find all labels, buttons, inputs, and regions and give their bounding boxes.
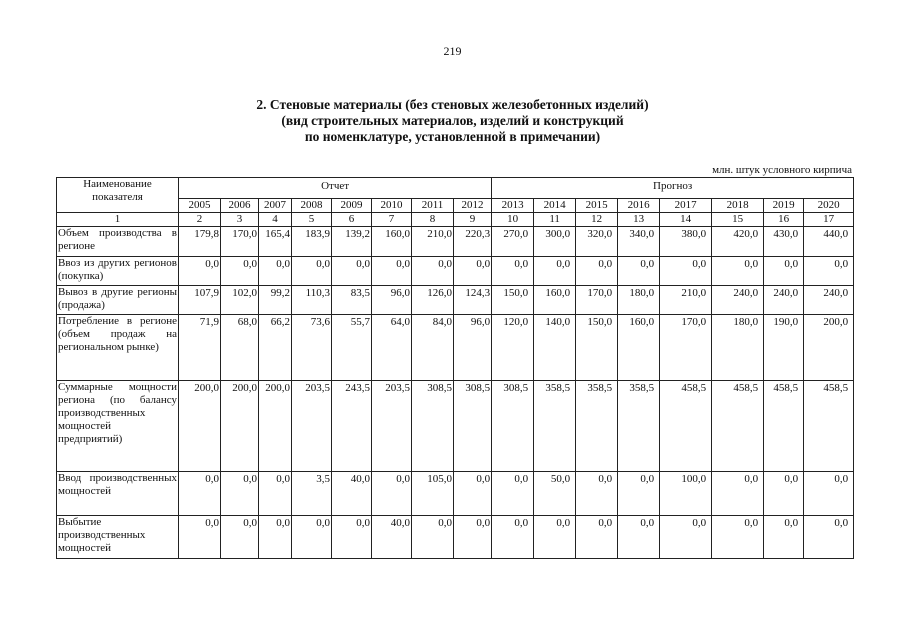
value-cell: 240,0 bbox=[804, 286, 854, 315]
value-cell: 55,7 bbox=[332, 315, 372, 381]
column-number-cell: 9 bbox=[454, 213, 492, 227]
value-cell: 0,0 bbox=[221, 257, 259, 286]
value-cell: 0,0 bbox=[804, 516, 854, 559]
value-cell: 0,0 bbox=[332, 516, 372, 559]
value-cell: 0,0 bbox=[292, 257, 332, 286]
row-label: Суммарные мощности региона (по балансу производственных мощностей предприятий) bbox=[57, 381, 179, 472]
value-cell: 358,5 bbox=[534, 381, 576, 472]
row-label: Ввоз из других регионов (покупка) bbox=[57, 257, 179, 286]
header-year-cell: 2020 bbox=[804, 199, 854, 213]
value-cell: 270,0 bbox=[492, 227, 534, 257]
value-cell: 243,5 bbox=[332, 381, 372, 472]
value-cell: 0,0 bbox=[454, 472, 492, 516]
header-report-group: Отчет bbox=[179, 178, 492, 199]
value-cell: 240,0 bbox=[712, 286, 764, 315]
value-cell: 0,0 bbox=[712, 257, 764, 286]
column-number-cell: 6 bbox=[332, 213, 372, 227]
value-cell: 0,0 bbox=[660, 257, 712, 286]
value-cell: 83,5 bbox=[332, 286, 372, 315]
value-cell: 0,0 bbox=[534, 516, 576, 559]
value-cell: 0,0 bbox=[712, 516, 764, 559]
value-cell: 458,5 bbox=[804, 381, 854, 472]
header-year-cell: 2015 bbox=[576, 199, 618, 213]
value-cell: 380,0 bbox=[660, 227, 712, 257]
table-row bbox=[57, 257, 854, 286]
value-cell: 420,0 bbox=[712, 227, 764, 257]
value-cell: 0,0 bbox=[576, 257, 618, 286]
value-cell: 358,5 bbox=[576, 381, 618, 472]
value-cell: 200,0 bbox=[259, 381, 292, 472]
column-number-cell: 1 bbox=[57, 213, 179, 227]
value-cell: 0,0 bbox=[534, 257, 576, 286]
value-cell: 96,0 bbox=[454, 315, 492, 381]
column-number-cell: 13 bbox=[618, 213, 660, 227]
value-cell: 50,0 bbox=[534, 472, 576, 516]
value-cell: 0,0 bbox=[618, 472, 660, 516]
column-number-cell: 16 bbox=[764, 213, 804, 227]
header-year-cell: 2011 bbox=[412, 199, 454, 213]
value-cell: 0,0 bbox=[332, 257, 372, 286]
value-cell: 210,0 bbox=[660, 286, 712, 315]
value-cell: 0,0 bbox=[804, 472, 854, 516]
value-cell: 358,5 bbox=[618, 381, 660, 472]
value-cell: 320,0 bbox=[576, 227, 618, 257]
header-year-cell: 2006 bbox=[221, 199, 259, 213]
value-cell: 340,0 bbox=[618, 227, 660, 257]
table-row bbox=[57, 315, 854, 381]
value-cell: 0,0 bbox=[660, 516, 712, 559]
column-number-cell: 11 bbox=[534, 213, 576, 227]
value-cell: 140,0 bbox=[534, 315, 576, 381]
value-cell: 0,0 bbox=[492, 472, 534, 516]
value-cell: 84,0 bbox=[412, 315, 454, 381]
value-cell: 124,3 bbox=[454, 286, 492, 315]
value-cell: 0,0 bbox=[221, 472, 259, 516]
value-cell: 0,0 bbox=[492, 516, 534, 559]
value-cell: 0,0 bbox=[259, 257, 292, 286]
table-row bbox=[57, 286, 854, 315]
value-cell: 150,0 bbox=[492, 286, 534, 315]
value-cell: 126,0 bbox=[412, 286, 454, 315]
table-row bbox=[57, 472, 854, 516]
value-cell: 0,0 bbox=[259, 472, 292, 516]
value-cell: 210,0 bbox=[412, 227, 454, 257]
header-year-cell: 2017 bbox=[660, 199, 712, 213]
value-cell: 0,0 bbox=[372, 472, 412, 516]
header-forecast-group: Прогноз bbox=[492, 178, 854, 199]
value-cell: 150,0 bbox=[576, 315, 618, 381]
column-number-cell: 8 bbox=[412, 213, 454, 227]
value-cell: 203,5 bbox=[372, 381, 412, 472]
value-cell: 0,0 bbox=[576, 516, 618, 559]
value-cell: 300,0 bbox=[534, 227, 576, 257]
header-year-cell: 2019 bbox=[764, 199, 804, 213]
row-label: Объем производства в регионе bbox=[57, 227, 179, 257]
value-cell: 64,0 bbox=[372, 315, 412, 381]
value-cell: 105,0 bbox=[412, 472, 454, 516]
value-cell: 3,5 bbox=[292, 472, 332, 516]
header-year-cell: 2012 bbox=[454, 199, 492, 213]
value-cell: 110,3 bbox=[292, 286, 332, 315]
value-cell: 107,9 bbox=[179, 286, 221, 315]
value-cell: 160,0 bbox=[618, 315, 660, 381]
row-label: Выбытие производственных мощностей bbox=[57, 516, 179, 559]
header-year-cell: 2016 bbox=[618, 199, 660, 213]
header-year-cell: 2010 bbox=[372, 199, 412, 213]
header-year-cell: 2007 bbox=[259, 199, 292, 213]
value-cell: 0,0 bbox=[618, 516, 660, 559]
value-cell: 0,0 bbox=[618, 257, 660, 286]
value-cell: 458,5 bbox=[764, 381, 804, 472]
value-cell: 458,5 bbox=[660, 381, 712, 472]
table-row bbox=[57, 227, 854, 257]
value-cell: 0,0 bbox=[179, 472, 221, 516]
value-cell: 308,5 bbox=[412, 381, 454, 472]
value-cell: 66,2 bbox=[259, 315, 292, 381]
value-cell: 458,5 bbox=[712, 381, 764, 472]
title-line-1: 2. Стеновые материалы (без стеновых железобетонных изделий) bbox=[256, 97, 649, 112]
value-cell: 0,0 bbox=[454, 257, 492, 286]
column-number-cell: 17 bbox=[804, 213, 854, 227]
value-cell: 0,0 bbox=[412, 516, 454, 559]
value-cell: 170,0 bbox=[221, 227, 259, 257]
value-cell: 220,3 bbox=[454, 227, 492, 257]
value-cell: 139,2 bbox=[332, 227, 372, 257]
value-cell: 0,0 bbox=[764, 257, 804, 286]
value-cell: 240,0 bbox=[764, 286, 804, 315]
value-cell: 0,0 bbox=[804, 257, 854, 286]
value-cell: 179,8 bbox=[179, 227, 221, 257]
value-cell: 0,0 bbox=[179, 257, 221, 286]
header-row-column-numbers bbox=[57, 213, 854, 227]
value-cell: 308,5 bbox=[454, 381, 492, 472]
value-cell: 71,9 bbox=[179, 315, 221, 381]
balance-table bbox=[56, 177, 854, 559]
header-year-cell: 2014 bbox=[534, 199, 576, 213]
table-row bbox=[57, 516, 854, 559]
value-cell: 180,0 bbox=[618, 286, 660, 315]
value-cell: 200,0 bbox=[804, 315, 854, 381]
value-cell: 40,0 bbox=[332, 472, 372, 516]
value-cell: 190,0 bbox=[764, 315, 804, 381]
column-number-cell: 2 bbox=[179, 213, 221, 227]
value-cell: 203,5 bbox=[292, 381, 332, 472]
header-year-cell: 2005 bbox=[179, 199, 221, 213]
title-line-3: по номенклатуре, установленной в примечании) bbox=[304, 129, 601, 144]
value-cell: 165,4 bbox=[259, 227, 292, 257]
value-cell: 0,0 bbox=[259, 516, 292, 559]
value-cell: 170,0 bbox=[660, 315, 712, 381]
value-cell: 0,0 bbox=[712, 472, 764, 516]
value-cell: 0,0 bbox=[576, 472, 618, 516]
value-cell: 440,0 bbox=[804, 227, 854, 257]
value-cell: 0,0 bbox=[179, 516, 221, 559]
value-cell: 73,6 bbox=[292, 315, 332, 381]
value-cell: 308,5 bbox=[492, 381, 534, 472]
value-cell: 96,0 bbox=[372, 286, 412, 315]
value-cell: 160,0 bbox=[372, 227, 412, 257]
header-indicator-name: Наименование показателя bbox=[57, 178, 179, 213]
column-number-cell: 5 bbox=[292, 213, 332, 227]
value-cell: 430,0 bbox=[764, 227, 804, 257]
header-year-cell: 2018 bbox=[712, 199, 764, 213]
value-cell: 0,0 bbox=[221, 516, 259, 559]
value-cell: 40,0 bbox=[372, 516, 412, 559]
value-cell: 170,0 bbox=[576, 286, 618, 315]
row-label: Ввод производственных мощностей bbox=[57, 472, 179, 516]
value-cell: 0,0 bbox=[764, 472, 804, 516]
column-number-cell: 4 bbox=[259, 213, 292, 227]
value-cell: 0,0 bbox=[412, 257, 454, 286]
value-cell: 0,0 bbox=[492, 257, 534, 286]
value-cell: 102,0 bbox=[221, 286, 259, 315]
value-cell: 183,9 bbox=[292, 227, 332, 257]
value-cell: 0,0 bbox=[764, 516, 804, 559]
row-label: Потребление в регионе (объем продаж на региональном рынке) bbox=[57, 315, 179, 381]
value-cell: 180,0 bbox=[712, 315, 764, 381]
column-number-cell: 3 bbox=[221, 213, 259, 227]
column-number-cell: 14 bbox=[660, 213, 712, 227]
value-cell: 160,0 bbox=[534, 286, 576, 315]
column-number-cell: 7 bbox=[372, 213, 412, 227]
title-line-2: (вид строительных материалов, изделий и конструкций bbox=[281, 113, 624, 128]
table-row bbox=[57, 381, 854, 472]
value-cell: 68,0 bbox=[221, 315, 259, 381]
header-year-cell: 2008 bbox=[292, 199, 332, 213]
header-row-groups bbox=[57, 178, 854, 199]
value-cell: 0,0 bbox=[372, 257, 412, 286]
header-year-cell: 2009 bbox=[332, 199, 372, 213]
row-label: Вывоз в другие регионы (продажа) bbox=[57, 286, 179, 315]
column-number-cell: 10 bbox=[492, 213, 534, 227]
page-number: 219 bbox=[443, 44, 462, 58]
value-cell: 200,0 bbox=[179, 381, 221, 472]
value-cell: 99,2 bbox=[259, 286, 292, 315]
units-label: млн. штук условного кирпича bbox=[712, 164, 852, 176]
value-cell: 100,0 bbox=[660, 472, 712, 516]
value-cell: 200,0 bbox=[221, 381, 259, 472]
column-number-cell: 15 bbox=[712, 213, 764, 227]
column-number-cell: 12 bbox=[576, 213, 618, 227]
header-year-cell: 2013 bbox=[492, 199, 534, 213]
value-cell: 0,0 bbox=[292, 516, 332, 559]
value-cell: 120,0 bbox=[492, 315, 534, 381]
document-title bbox=[0, 97, 905, 145]
value-cell: 0,0 bbox=[454, 516, 492, 559]
